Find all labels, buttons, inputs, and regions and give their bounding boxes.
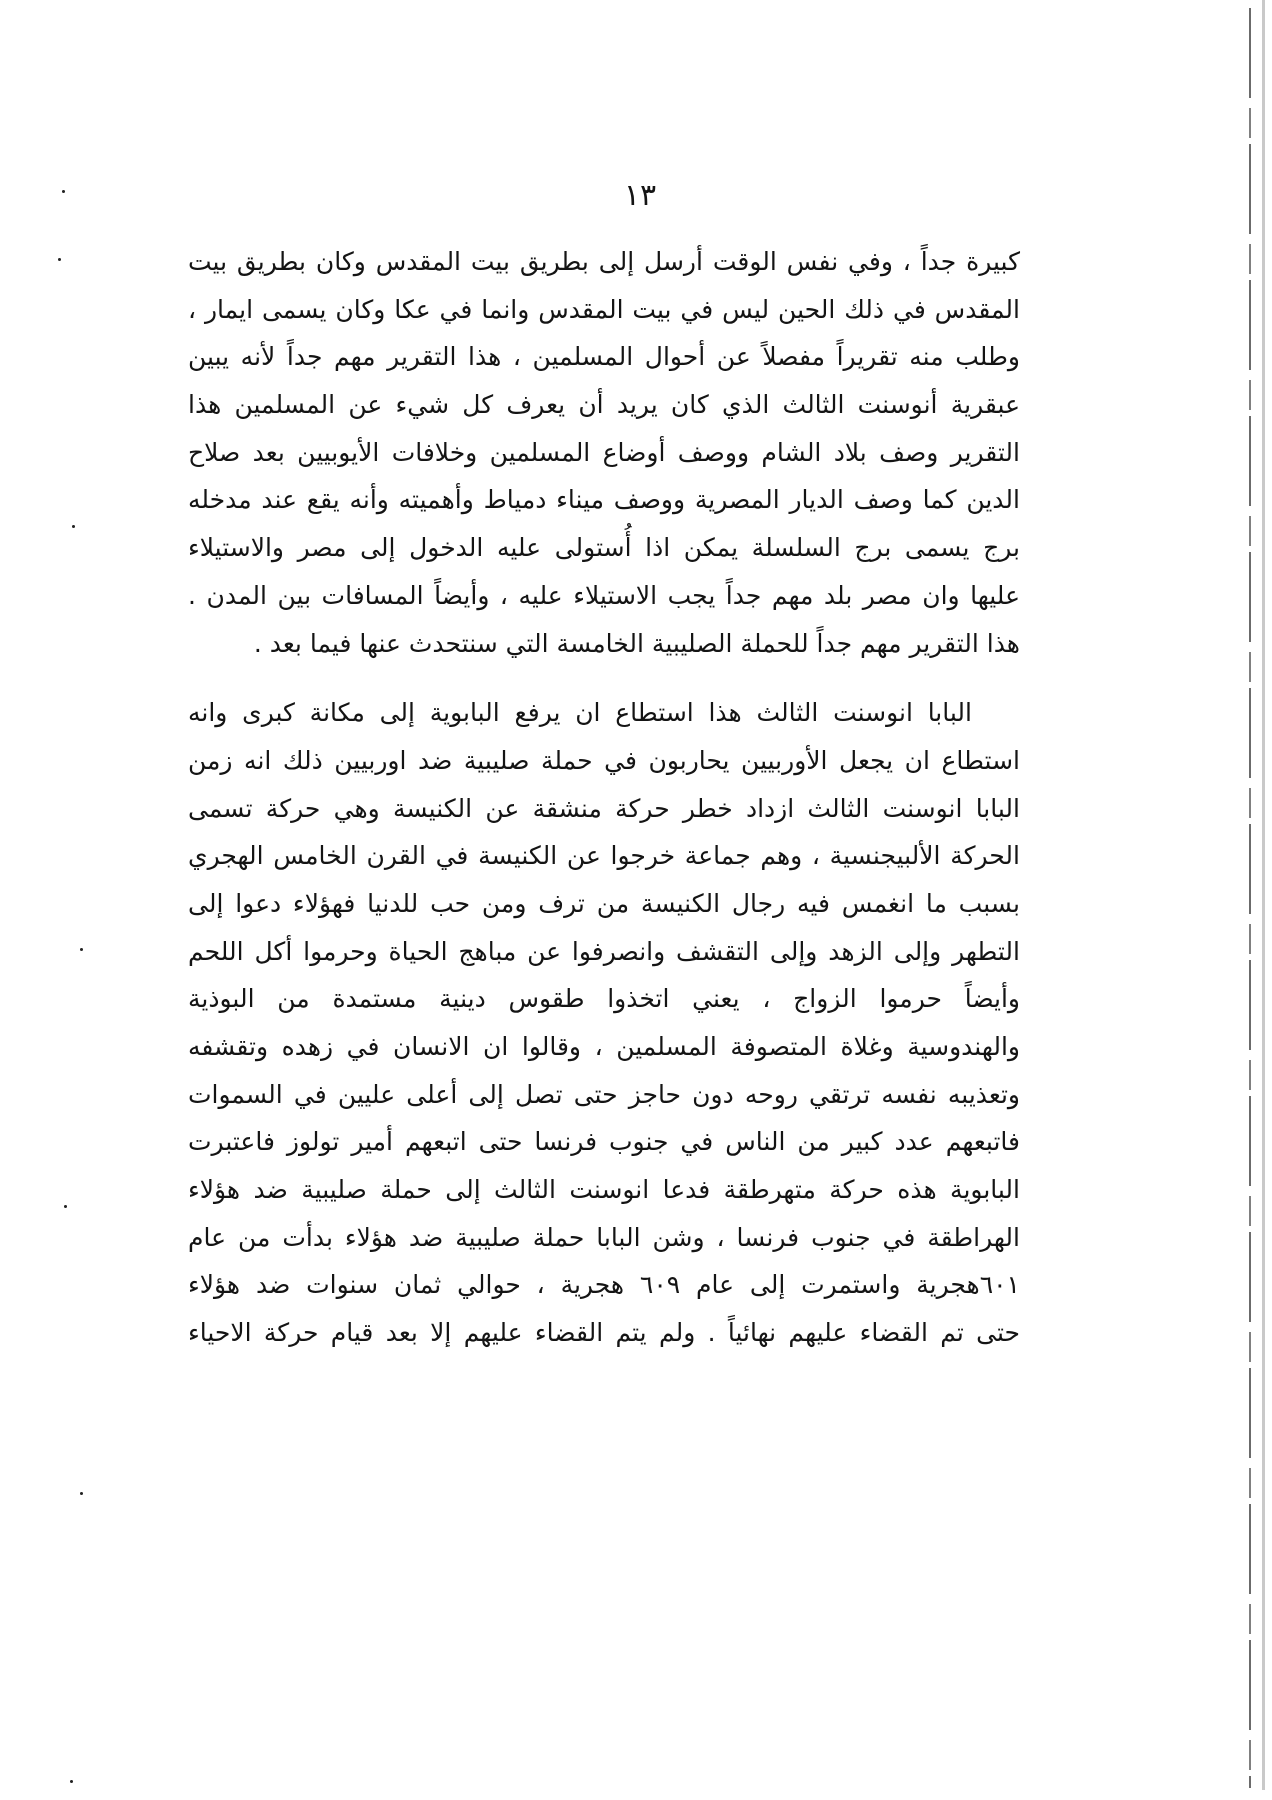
text-line: فاتبعهم عدد كبير من الناس في جنوب فرنسا حتى اتبعهم أمير تولوز فاعتبرت [188,1127,1020,1157]
text-line: استطاع ان يجعل الأوربيين يحاربون في حملة صليبية ضد اوربيين ذلك انه زمن [188,745,1020,775]
paragraph [188,238,1020,667]
text-line: والهندوسية وغلاة المتصوفة المسلمين ، وقالوا ان الانسان في زهده وتقشفه [188,1032,1020,1061]
scan-speck [62,190,65,193]
text-line: كبيرة جداً ، وفي نفس الوقت أرسل إلى بطريق بيت المقدس وكان بطريق بيت [188,247,1020,276]
scan-speck [80,1492,83,1495]
scan-speck [58,258,61,261]
text-line: البابوية هذه حركة متهرطقة فدعا انوسنت الثالث إلى حملة صليبية ضد هؤلاء [188,1175,1020,1205]
text-line: البابا انوسنت الثالث هذا استطاع ان يرفع البابوية إلى مكانة كبرى وانه [188,698,972,728]
text-line: وأيضاً حرموا الزواج ، يعني اتخذوا طقوس دينية مستمدة من البوذية [188,984,1020,1014]
scan-speck [72,525,75,528]
scan-speck [80,948,83,951]
text-line: وتعذيبه نفسه ترتقي روحه دون حاجز حتى تصل إلى أعلى عليين في السموات [188,1079,1020,1109]
text-line: الدين كما وصف الديار المصرية ووصف ميناء دمياط وأهميته وأنه يقع عند مدخله [188,485,1020,515]
body-text [188,238,1020,1357]
text-line: بسبب ما انغمس فيه رجال الكنيسة من ترف ومن حب للدنيا فهؤلاء دعوا إلى [188,888,1020,918]
scan-speck [64,1205,67,1208]
text-line: الهراطقة في جنوب فرنسا ، وشن البابا حملة صليبية ضد هؤلاء بدأت من عام [188,1222,1020,1252]
paragraph-gap [188,667,1020,689]
text-line: عليها وان مصر بلد مهم جداً يجب الاستيلاء عليه ، وأيضاً المسافات بين المدن . [188,580,1020,610]
paragraph [188,689,1020,1357]
text-line: عبقرية أنوسنت الثالث الذي كان يريد أن يعرف كل شيء عن المسلمين هذا [188,390,1020,420]
text-line: هذا التقرير مهم جداً للحملة الصليبية الخامسة التي سنتحدث عنها فيما بعد . [253,628,1020,658]
text-line: التطهر وإلى الزهد وإلى التقشف وانصرفوا عن مباهج الحياة وحرموا أكل اللحم [188,936,1020,966]
text-line: حتى تم القضاء عليهم نهائياً . ولم يتم القضاء عليهم إلا بعد قيام حركة الاحياء [188,1318,1020,1348]
page-border [1262,0,1265,1790]
scan-edge-line [1249,8,1251,1788]
scan-speck [70,1780,73,1783]
text-line: المقدس في ذلك الحين ليس في بيت المقدس وانما في عكا وكان يسمى ايمار ، [188,294,1020,324]
text-line: البابا انوسنت الثالث ازداد خطر حركة منشقة عن الكنيسة وهي حركة تسمى [188,793,1020,823]
text-line: وطلب منه تقريراً مفصلاً عن أحوال المسلمين ، هذا التقرير مهم جداً لأنه يبين [188,342,1020,372]
text-line: الحركة الألبيجنسية ، وهم جماعة خرجوا عن الكنيسة في القرن الخامس الهجري [188,841,1020,871]
page-number: ١٣ [623,178,657,213]
text-line: برج يسمى برج السلسلة يمكن اذا أُستولى عليه الدخول إلى مصر والاستيلاء [188,533,1020,563]
text-line: ٦٠١هجرية واستمرت إلى عام ٦٠٩ هجرية ، حوالي ثمان سنوات ضد هؤلاء [188,1270,1020,1300]
text-line: التقرير وصف بلاد الشام ووصف أوضاع المسلمين وخلافات الأيوبيين بعد صلاح [188,437,1020,467]
